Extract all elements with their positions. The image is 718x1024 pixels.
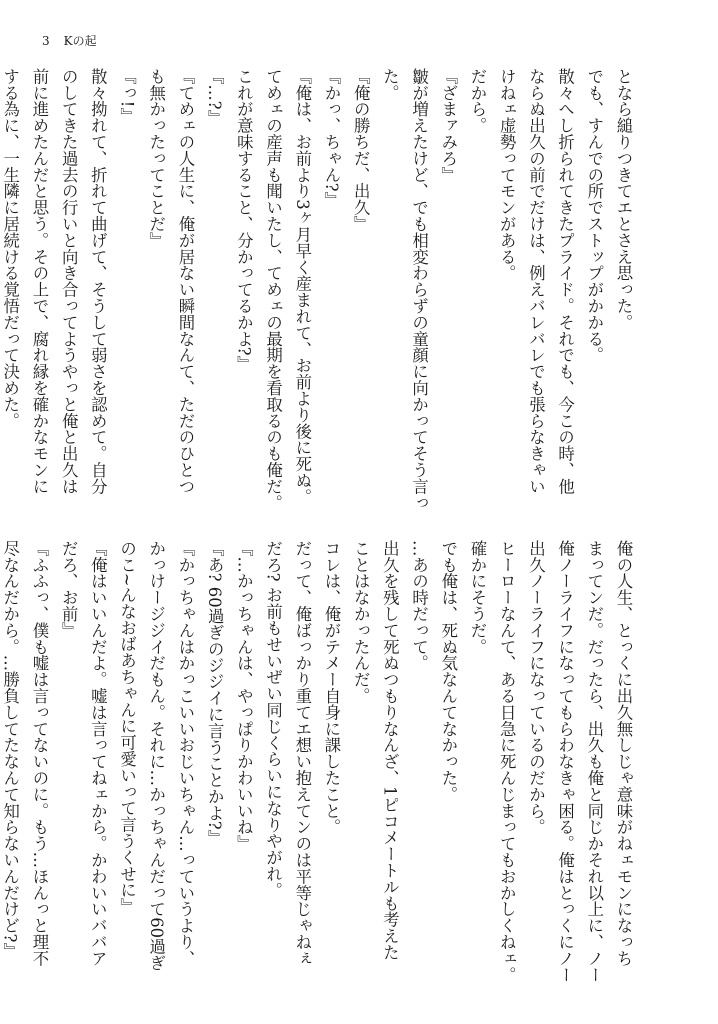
text-line: ことはなかったんだ。 [351,540,371,704]
text-line: てめェの産声も聞いたし、てめェの最期を看取るのも俺だ。 [263,68,283,511]
text-line: 出久ノーライフになっているのだから。 [526,540,546,836]
text-line: のしてきた過去の行いと向き合ってようやっと俺と出久は [59,68,79,495]
text-line: 散々拗れて、折れて曲げて、そうして弱さを認めて。自分 [88,68,108,495]
text-line: 『…?』 [205,68,225,126]
page-number: 3 [42,34,50,48]
text-line: 『っ!』 [117,68,137,124]
text-block-top [0,68,638,511]
text-line: 『…かっちゃんは、やっぱりかわいいね』 [234,540,254,852]
text-line: かっけージジイだもん。それに…かっちゃんだって60過ぎ [146,540,166,971]
text-line: も無かったってことだ』 [146,68,166,249]
text-line: だから。 [467,68,487,134]
text-line: 散々へし折られてきたプライド。それでも、今この時、他 [555,68,575,495]
text-line: た。 [380,68,400,101]
text-line: ヒーローなんて、ある日急に死んじまってもおかしくねェ。 [497,540,517,983]
text-line: 『かっちゃんはかっこいいおじいちゃん…っていうより、 [175,540,195,967]
chapter-title: Kの起 [63,34,97,48]
text-line: でも、すんでの所でストップがかかる。 [584,68,604,364]
text-line: 『ふふっ、僕も嘘は言ってないのに。もう…ほんっと理不 [29,540,49,967]
text-line: 『俺の勝ちだ、出久』 [351,68,371,232]
text-line: 皺が増えたけど、でも相変わらずの童顔に向かってそう言っ [409,68,429,511]
text-line: だろ、お前』 [59,540,79,639]
text-line: …あの時だって。 [409,540,429,672]
text-line: コレは、俺がテメー自身に課したこと。 [321,540,341,836]
text-line: 前に進めたんだと思う。その上で、腐れ縁を確かなモンに [29,68,49,495]
text-line: 『俺は、お前より3ヶ月早く産まれて、お前より後に死ぬ。 [292,68,312,505]
text-line: ならぬ出久の前でだけは、例えバレバレでも張らなきゃい [526,68,546,495]
text-line: でも俺は、死ぬ気なんてなかった。 [438,540,458,803]
text-block-bottom [0,540,638,983]
text-line: 尽なんだから。…勝負してたなんて知らないんだけど?』 [0,540,20,959]
text-line: する為に、一生隣に居続ける覚悟だって決めた。 [0,68,20,429]
text-line: 『俺はいいんだよ。嘘は言ってねェから。かわいいババア [88,540,108,967]
text-line: だって、俺ばっかり重てエ想い抱えてンのは平等じゃねぇ [292,540,312,967]
text-line: 確かにそうだ。 [467,540,487,655]
text-line: 『てめェの人生に、俺が居ない瞬間なんて、ただのひとつ [175,68,195,495]
text-line: けねェ虚勢ってモンがある。 [497,68,517,282]
text-line: のこ~んなおばあちゃんに可愛いって言うくせに』 [117,540,137,915]
text-line: となら縋りつきてエとさえ思った。 [614,68,633,331]
text-line: 俺の人生、とっくに出久無しじゃ意味がねェモンになっち [614,540,633,967]
text-line: 『あ? 60過ぎのジジイに言うことかよ?』 [205,540,225,847]
text-line: これが意味すること、分かってるかよ?』 [234,68,254,372]
text-line: 俺ノーライフになってもらわなきゃ困る。俺はとっくにノー [555,540,575,983]
text-line: まってンだ。だったら、出久も俺と同じかそれ以上に、ノー [584,540,604,983]
text-line: 出久を残して死ぬつもりなんざ、1ピコメートルも考えた [380,540,400,961]
text-line: 『ざまァみろ』 [438,68,458,183]
text-line: だろ? お前もせいぜい同じくらいになりやがれ。 [263,540,283,899]
page-header [42,32,97,49]
text-line: 『かっ、ちゃん?』 [321,68,341,208]
